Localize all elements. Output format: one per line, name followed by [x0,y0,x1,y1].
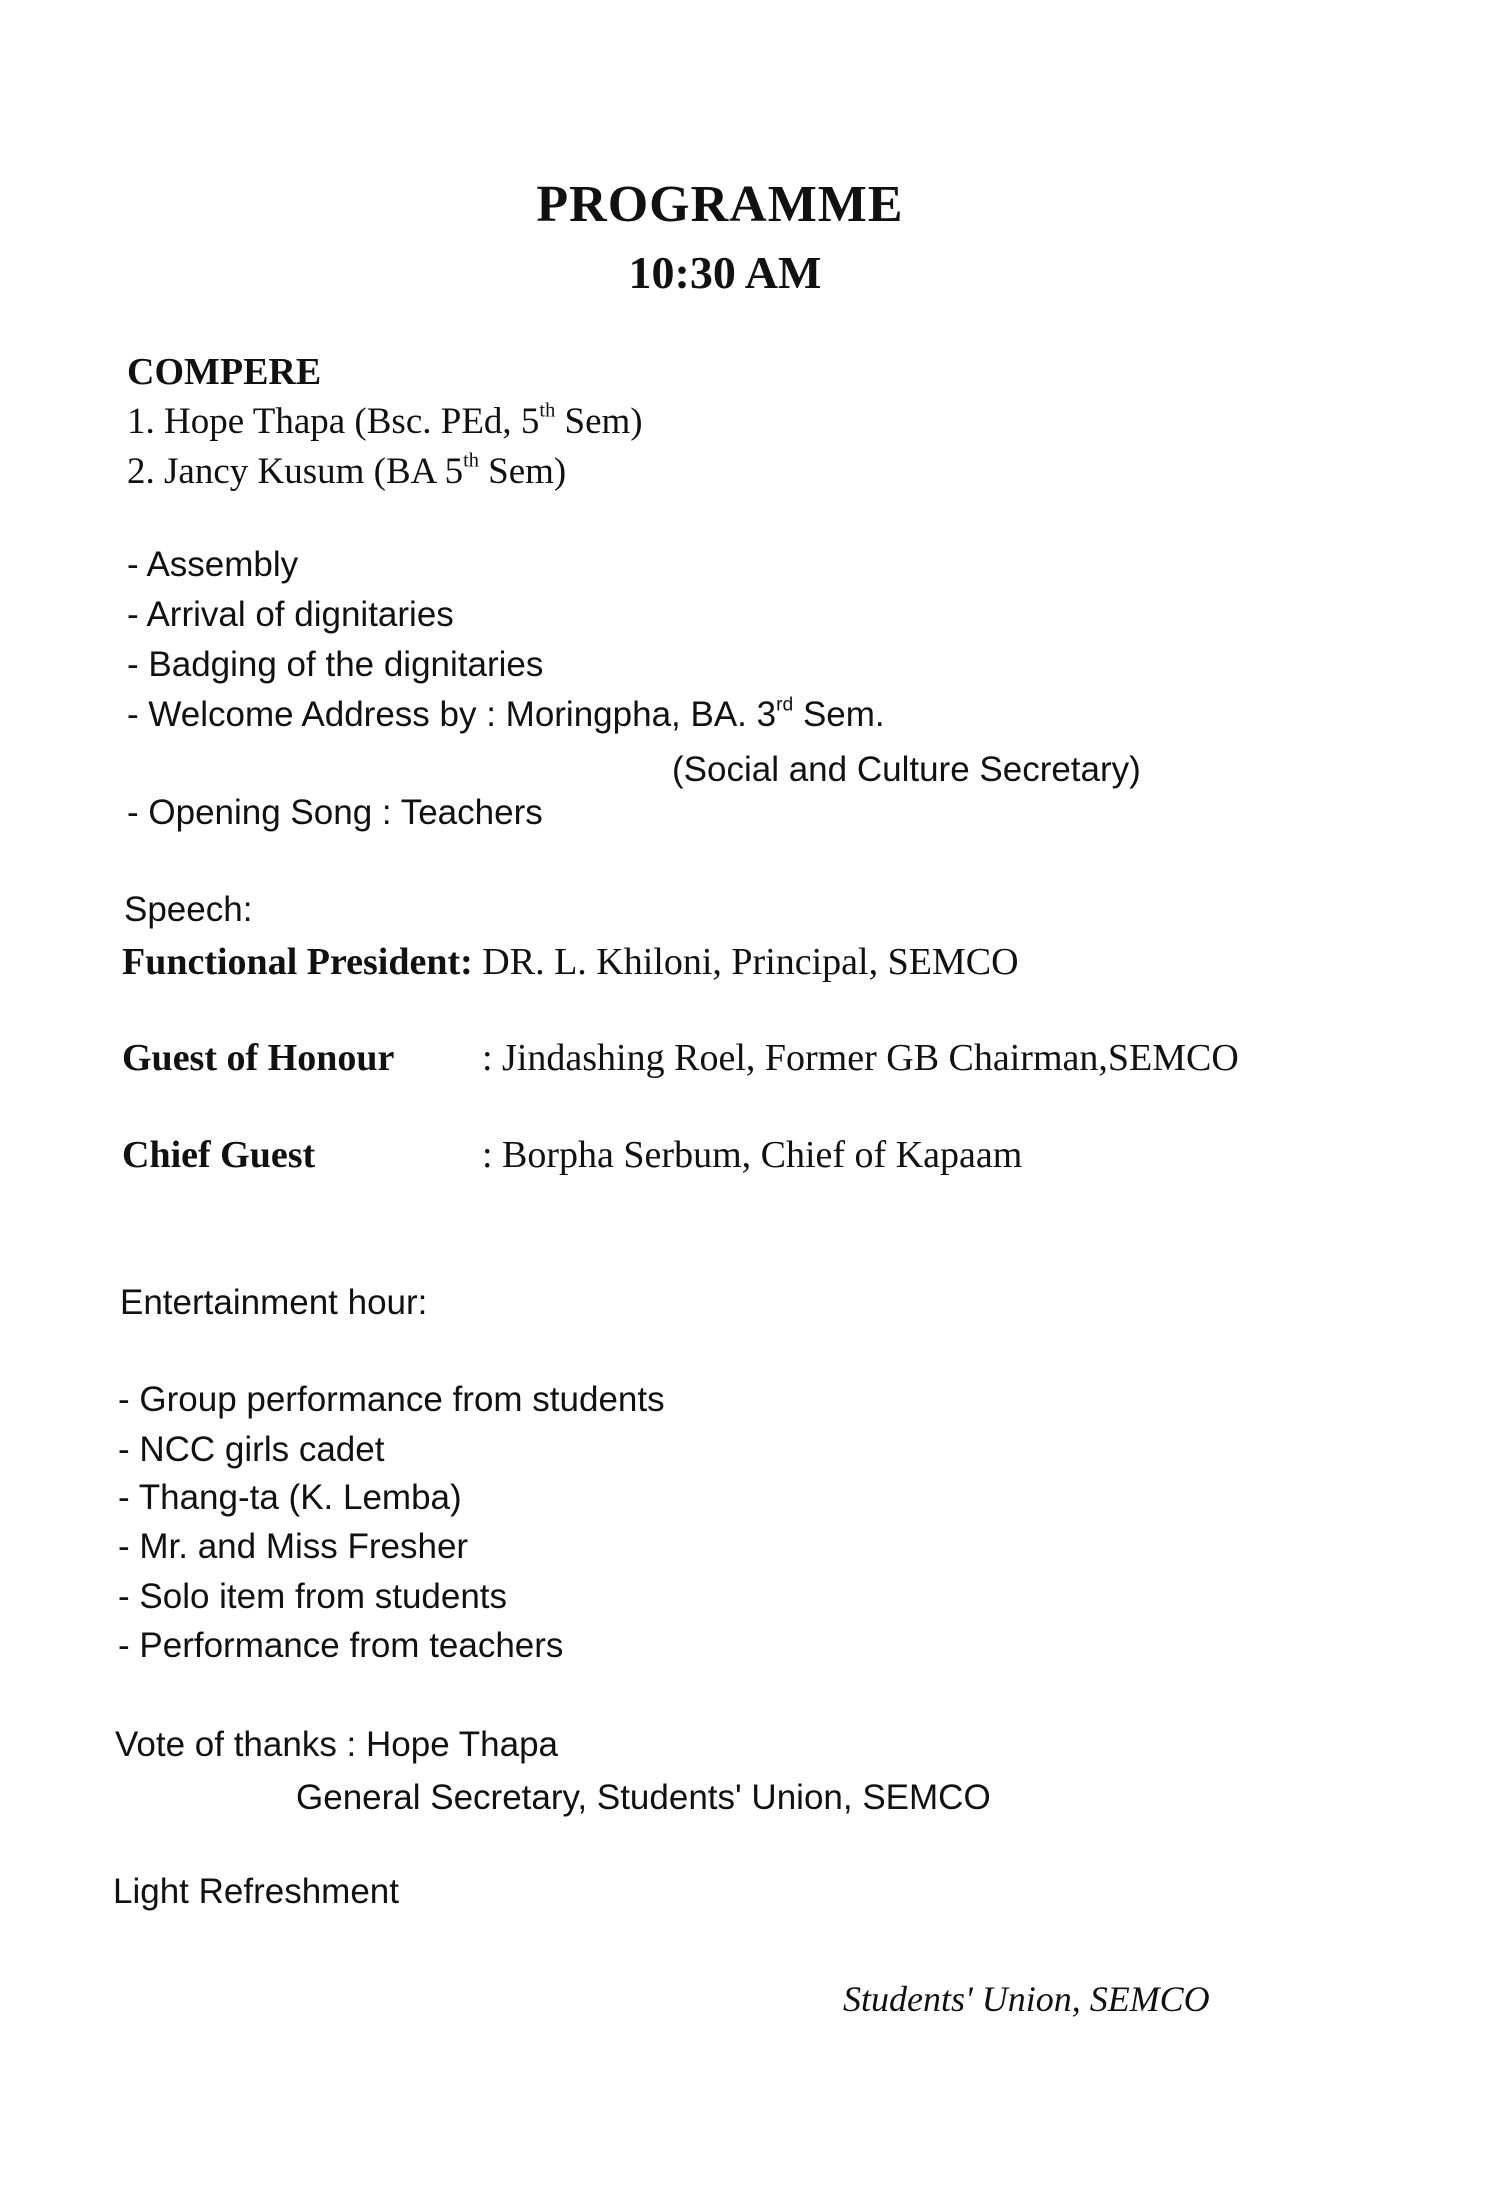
programme-time: 10:30 AM [628,247,822,298]
compere-heading: COMPERE [127,351,322,393]
signature: Students' Union, SEMCO [843,1979,1210,2019]
guest-of-honour-value: : Jindashing Roel, Former GB Chairman,SEMCO [482,1037,1239,1079]
functional-president-row [122,940,1019,984]
schedule-item-welcome: - Welcome Address by : Moringpha, BA. 3rd Sem. [127,694,885,734]
guest-of-honour-row [122,1036,1239,1080]
functional-president-value: DR. L. Khiloni, Principal, SEMCO [472,941,1019,983]
schedule-item-badging: - Badging of the dignitaries [127,645,544,684]
welcome-role: (Social and Culture Secretary) [672,750,1141,789]
entertainment-item: - Group performance from students [118,1380,665,1419]
entertainment-item: - Thang-ta (K. Lemba) [118,1478,462,1517]
speech-label: Speech: [124,890,253,929]
vote-of-thanks-role: General Secretary, Students' Union, SEMCO [296,1778,991,1817]
chief-guest-value: : Borpha Serbum, Chief of Kapaam [482,1134,1023,1176]
chief-guest-label: Chief Guest [122,1134,316,1176]
functional-president-label: Functional President: [122,941,473,983]
entertainment-item: - Performance from teachers [118,1626,564,1665]
guest-of-honour-label: Guest of Honour [122,1037,395,1079]
light-refreshment: Light Refreshment [113,1872,399,1911]
entertainment-item: - NCC girls cadet [118,1430,385,1469]
compere-item-2: 2. Jancy Kusum (BA 5th Sem) [127,449,567,492]
entertainment-item: - Mr. and Miss Fresher [118,1527,469,1566]
vote-of-thanks: Vote of thanks : Hope Thapa [115,1725,559,1764]
schedule-item-opening-song: - Opening Song : Teachers [127,793,543,832]
compere-item-1: 1. Hope Thapa (Bsc. PEd, 5th Sem) [127,399,643,442]
entertainment-label: Entertainment hour: [120,1283,428,1322]
chief-guest-row [122,1133,1022,1177]
schedule-item-assembly: - Assembly [127,545,299,584]
page-title: PROGRAMME [536,176,904,233]
schedule-item-arrival: - Arrival of dignitaries [127,595,454,634]
entertainment-item: - Solo item from students [118,1577,508,1616]
